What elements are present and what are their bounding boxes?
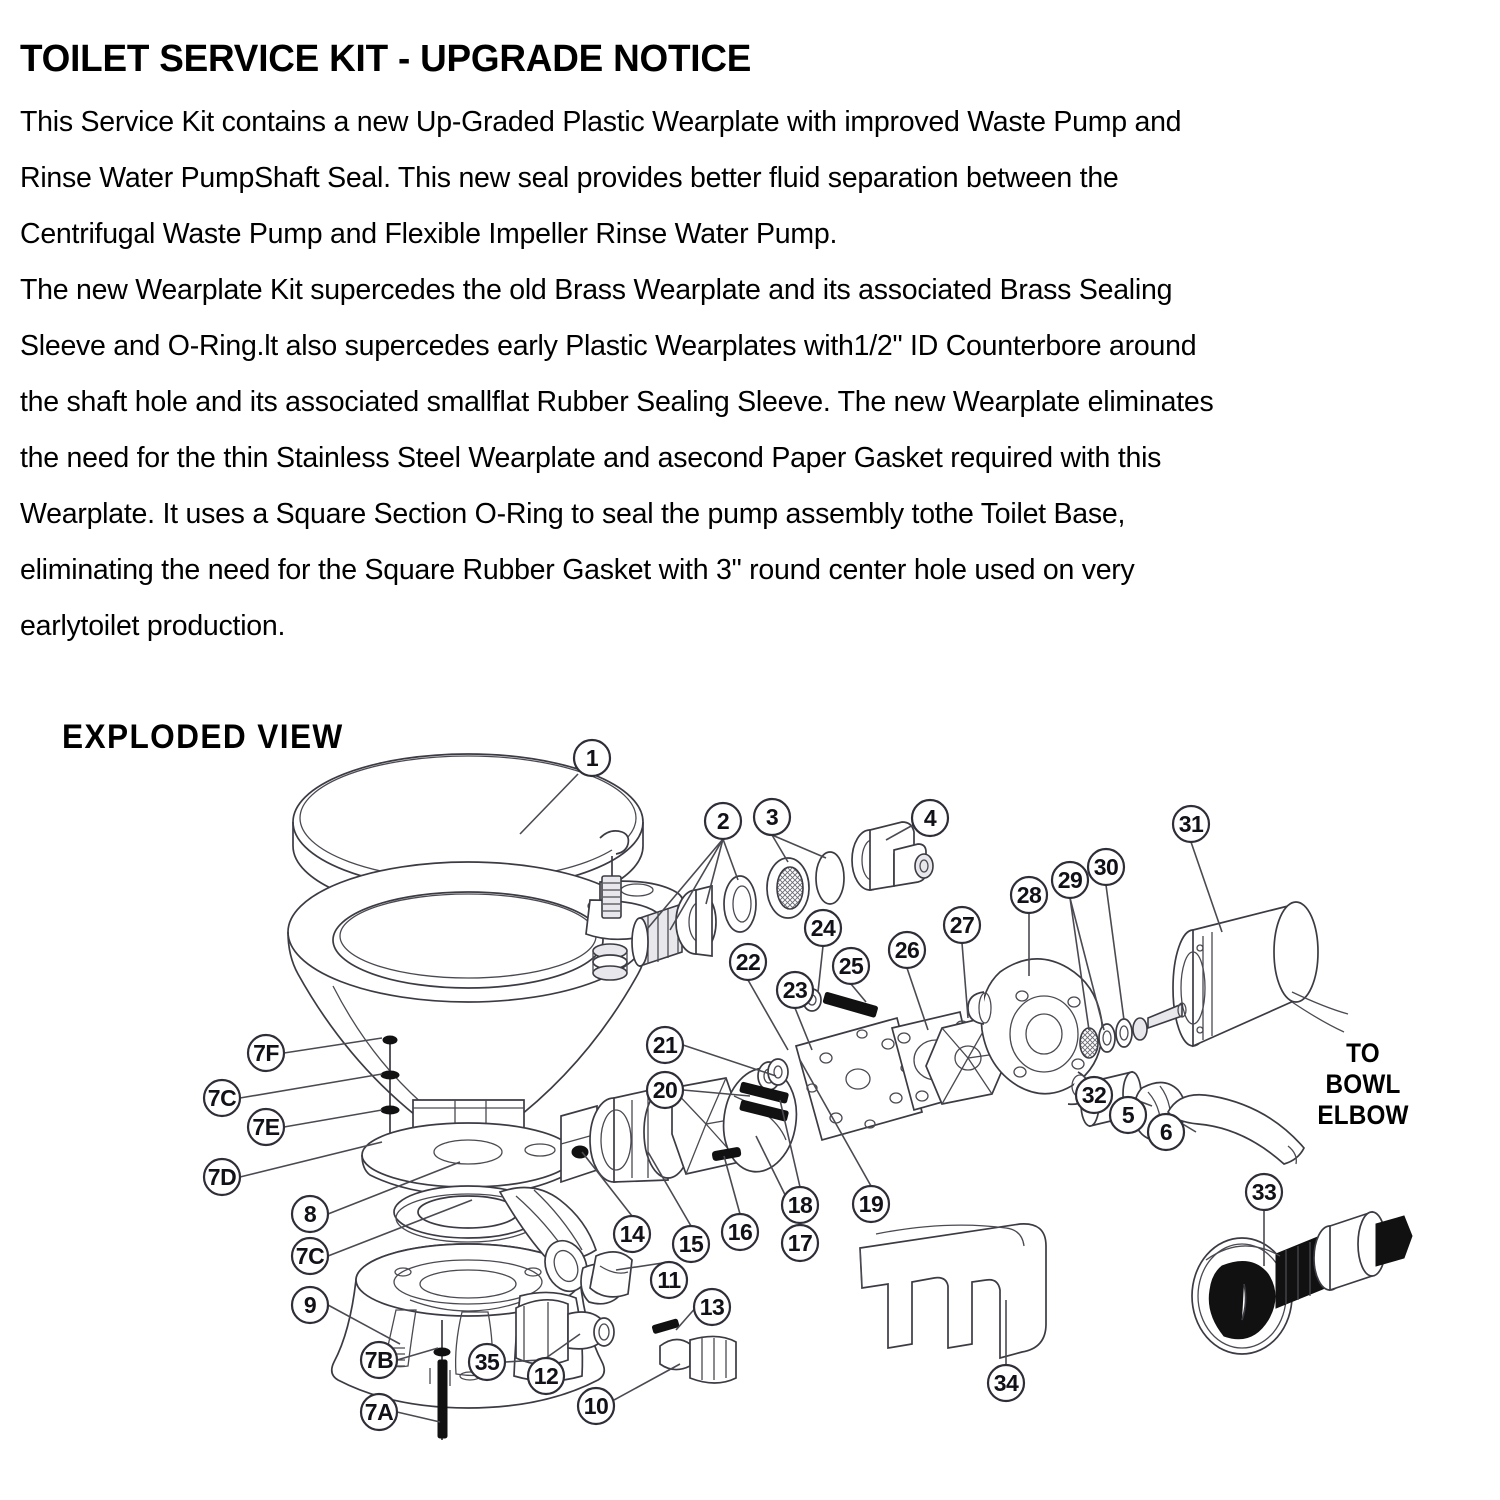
callout-19[interactable] xyxy=(853,1186,889,1222)
svg-text:7F: 7F xyxy=(253,1040,279,1066)
svg-text:22: 22 xyxy=(735,949,761,975)
callout-33[interactable] xyxy=(1246,1174,1282,1210)
callout-21[interactable] xyxy=(647,1027,683,1063)
callout-3[interactable] xyxy=(754,799,790,835)
callout-12[interactable] xyxy=(528,1358,564,1394)
callout-7f[interactable] xyxy=(248,1035,284,1071)
svg-text:31: 31 xyxy=(1178,811,1204,837)
part-motor xyxy=(1148,902,1348,1046)
part-screw-13 xyxy=(652,1319,679,1334)
callout-2[interactable] xyxy=(705,803,741,839)
svg-text:34: 34 xyxy=(993,1370,1019,1396)
svg-text:32: 32 xyxy=(1081,1082,1107,1108)
svg-text:16: 16 xyxy=(727,1219,753,1245)
callout-10[interactable] xyxy=(578,1388,614,1424)
svg-text:23: 23 xyxy=(782,977,808,1003)
callout-27[interactable] xyxy=(944,907,980,943)
notice-text-block xyxy=(20,40,1480,654)
svg-text:15: 15 xyxy=(678,1231,704,1257)
svg-text:33: 33 xyxy=(1251,1179,1277,1205)
svg-text:7B: 7B xyxy=(364,1347,394,1373)
callout-8[interactable] xyxy=(292,1196,328,1232)
paragraph-1-line-1: This Service Kit contains a new Up-Graded Plastic Wearplate with improved Waste Pump and xyxy=(20,106,1182,138)
callout-22[interactable] xyxy=(730,944,766,980)
callout-4[interactable] xyxy=(912,800,948,836)
svg-text:4: 4 xyxy=(923,805,937,831)
exploded-view-diagram xyxy=(0,700,1500,1490)
svg-text:7E: 7E xyxy=(252,1114,280,1140)
callout-7a[interactable] xyxy=(361,1394,397,1430)
svg-text:3: 3 xyxy=(765,804,779,830)
paragraph-2-line-2: Sleeve and O-Ring.lt also supercedes early Plastic Wearplates with1/2" ID Counterbore around xyxy=(20,330,1197,362)
svg-text:7C: 7C xyxy=(295,1243,325,1269)
part-hose-adapter xyxy=(660,1336,736,1383)
paragraph-2-line-4: the need for the thin Stainless Steel Wearplate and asecond Paper Gasket required with this xyxy=(20,442,1162,474)
callout-5[interactable] xyxy=(1110,1097,1146,1133)
svg-text:19: 19 xyxy=(858,1191,884,1217)
callout-7e[interactable] xyxy=(248,1109,284,1145)
callout-9[interactable] xyxy=(292,1287,328,1323)
svg-text:28: 28 xyxy=(1016,882,1042,908)
part-rotary-switch xyxy=(1192,1212,1412,1354)
callout-7b[interactable] xyxy=(361,1342,397,1378)
callout-16[interactable] xyxy=(722,1214,758,1250)
svg-text:2: 2 xyxy=(716,808,730,834)
callout-14[interactable] xyxy=(614,1216,650,1252)
callout-7c-bottom[interactable] xyxy=(292,1238,328,1274)
callout-35[interactable] xyxy=(469,1344,505,1380)
paragraph-2-line-3: the shaft hole and its associated smallflat Rubber Sealing Sleeve. The new Wearplate eliminates xyxy=(20,386,1214,418)
callout-17[interactable] xyxy=(782,1225,818,1261)
paragraph-1-line-2: Rinse Water PumpShaft Seal. This new seal provides better fluid separation between the xyxy=(20,162,1119,194)
callout-7d[interactable] xyxy=(204,1159,240,1195)
exploded-view-heading: EXPLODED VIEW xyxy=(62,718,344,756)
svg-text:12: 12 xyxy=(533,1363,559,1389)
svg-text:11: 11 xyxy=(657,1267,681,1293)
callout-15[interactable] xyxy=(673,1226,709,1262)
svg-text:20: 20 xyxy=(652,1077,678,1103)
svg-text:30: 30 xyxy=(1093,854,1119,880)
svg-text:9: 9 xyxy=(303,1292,317,1318)
part-screw-24-25 xyxy=(803,989,878,1017)
svg-text:6: 6 xyxy=(1159,1119,1173,1145)
callout-1[interactable] xyxy=(574,740,610,776)
svg-text:26: 26 xyxy=(894,937,920,963)
svg-text:29: 29 xyxy=(1057,867,1083,893)
callout-6[interactable] xyxy=(1148,1114,1184,1150)
callout-31[interactable] xyxy=(1173,806,1209,842)
svg-text:24: 24 xyxy=(810,915,836,941)
callout-25[interactable] xyxy=(833,948,869,984)
callout-29[interactable] xyxy=(1052,862,1088,898)
svg-text:8: 8 xyxy=(303,1201,317,1227)
svg-text:21: 21 xyxy=(652,1032,678,1058)
svg-text:35: 35 xyxy=(474,1349,500,1375)
callout-30[interactable] xyxy=(1088,849,1124,885)
svg-text:7A: 7A xyxy=(364,1399,394,1425)
svg-text:1: 1 xyxy=(585,745,599,771)
callout-18[interactable] xyxy=(782,1187,818,1223)
callout-28[interactable] xyxy=(1011,877,1047,913)
svg-text:17: 17 xyxy=(787,1230,813,1256)
svg-text:7C: 7C xyxy=(207,1085,237,1111)
diagram-artwork xyxy=(0,700,1500,1490)
callout-24[interactable] xyxy=(805,910,841,946)
svg-text:14: 14 xyxy=(619,1221,645,1247)
svg-text:27: 27 xyxy=(949,912,975,938)
svg-text:5: 5 xyxy=(1121,1102,1135,1128)
svg-text:13: 13 xyxy=(699,1294,725,1320)
callout-34[interactable] xyxy=(988,1365,1024,1401)
callout-20[interactable] xyxy=(647,1072,683,1108)
paragraph-2-line-1: The new Wearplate Kit supercedes the old Brass Wearplate and its associated Brass Sealing xyxy=(20,274,1173,306)
callout-26[interactable] xyxy=(889,932,925,968)
page-title: TOILET SERVICE KIT - UPGRADE NOTICE xyxy=(20,38,752,80)
part-coupling-11 xyxy=(590,1252,632,1297)
annotation-line-1: TO xyxy=(1346,1038,1380,1068)
svg-text:25: 25 xyxy=(838,953,864,979)
callout-23[interactable] xyxy=(777,972,813,1008)
callout-32[interactable] xyxy=(1076,1077,1112,1113)
paragraph-1-line-3: Centrifugal Waste Pump and Flexible Impeller Rinse Water Pump. xyxy=(20,218,838,250)
callout-13[interactable] xyxy=(694,1289,730,1325)
paragraph-2-line-5: Wearplate. It uses a Square Section O-Ring to seal the pump assembly tothe Toilet Base, xyxy=(20,498,1126,530)
paragraph-2-line-6: eliminating the need for the Square Rubber Gasket with 3" round center hole used on very xyxy=(20,554,1135,586)
svg-text:10: 10 xyxy=(583,1393,609,1419)
callout-11[interactable] xyxy=(651,1262,687,1298)
annotation-line-2: BOWL xyxy=(1325,1069,1401,1099)
part-hose-6 xyxy=(1168,1095,1304,1164)
svg-text:18: 18 xyxy=(787,1192,813,1218)
annotation-line-3: ELBOW xyxy=(1317,1100,1409,1130)
svg-text:7D: 7D xyxy=(207,1164,237,1190)
callout-7c-top[interactable] xyxy=(204,1080,240,1116)
paragraph-2-line-7: earlytoilet production. xyxy=(20,610,286,642)
